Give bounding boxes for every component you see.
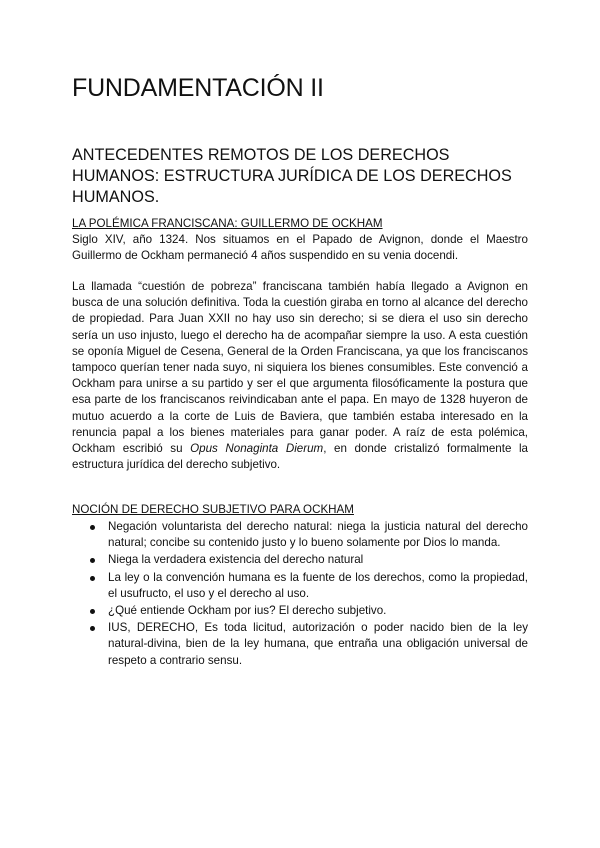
list-item-text: Niega la verdadera existencia del derecho natural	[108, 553, 364, 567]
paragraph-cuestion-pobreza	[72, 279, 528, 473]
list-item	[72, 620, 528, 669]
section-heading-polemica: LA POLÉMICA FRANCISCANA: GUILLERMO DE OCKHAM	[72, 217, 383, 230]
bullet-icon	[90, 609, 95, 614]
document-subtitle: ANTECEDENTES REMOTOS DE LOS DERECHOS HUMANOS: ESTRUCTURA JURÍDICA DE LOS DERECHOS HUMANOS.	[72, 146, 512, 206]
bullet-icon	[90, 626, 95, 631]
paragraph-intro: Siglo XIV, año 1324. Nos situamos en el Papado de Avignon, donde el Maestro Guillermo de Ockham permaneció 4 años suspendido en su venia docendi.	[72, 233, 528, 263]
list-item-text: ¿Qué entiende Ockham por ius? El derecho subjetivo.	[108, 604, 387, 618]
section-heading-nocion: NOCIÓN DE DERECHO SUBJETIVO PARA OCKHAM	[72, 503, 354, 516]
list-item-text: La ley o la convención humana es la fuente de los derechos, como la propiedad, el usufructo, el uso y el derecho al uso.	[108, 570, 528, 600]
bullet-icon	[90, 525, 95, 530]
book-title-italic: Opus Nonaginta Dierum	[190, 442, 324, 456]
document-title: FUNDAMENTACIÓN II	[72, 74, 324, 102]
list-item-text: Negación voluntarista del derecho natural: niega la justicia natural del derecho natural; concibe su contenido justo y lo bueno solamente por Dios lo manda.	[108, 520, 528, 550]
bullet-list	[72, 519, 528, 670]
list-item-text: IUS, DERECHO, Es toda licitud, autorización o poder nacido bien de la ley natural-divina, bien de la ley humana, que entraña una obligación universal de respeto a contrario sensu.	[108, 621, 528, 667]
list-item	[72, 519, 528, 551]
bullet-icon	[90, 576, 95, 581]
list-item	[72, 570, 528, 602]
bullet-icon	[90, 558, 95, 563]
list-item	[72, 552, 528, 568]
paragraph-text-part: , en donde cristalizó formalmente la estructura jurídica del derecho subjetivo.	[72, 442, 529, 472]
paragraph-text-part: La llamada “cuestión de pobreza” franciscana también había llegado a Avignon en busca de una solución definitiva. Toda la cuestión giraba en torno al alcance del derecho de propiedad. Para Juan XXII no hay uso sin derecho; si se diera el uso sin derecho sería un uso injusto, luego el derecho ha de acompañar siempre la uso. A esta cuestión se oponía Miguel de Cesena, General de la Orden Franciscana, ya que los franciscanos tampoco querían tener nada suyo, ni siquiera los bienes consumibles. Este convenció a Ockham para unirse a su partido y ser el que argumenta filosóficamente la postura que esa parte de los franciscanos reivindicaban ante el papa. En mayo de 1328 huyeron de mutuo acuerdo a la corte de Luis de Baviera, que también estaba interesado en la renuncia papal a los bienes materiales para ganar poder. A raíz de esta polémica, Ockham escribió su	[72, 280, 528, 456]
list-item	[72, 603, 528, 619]
